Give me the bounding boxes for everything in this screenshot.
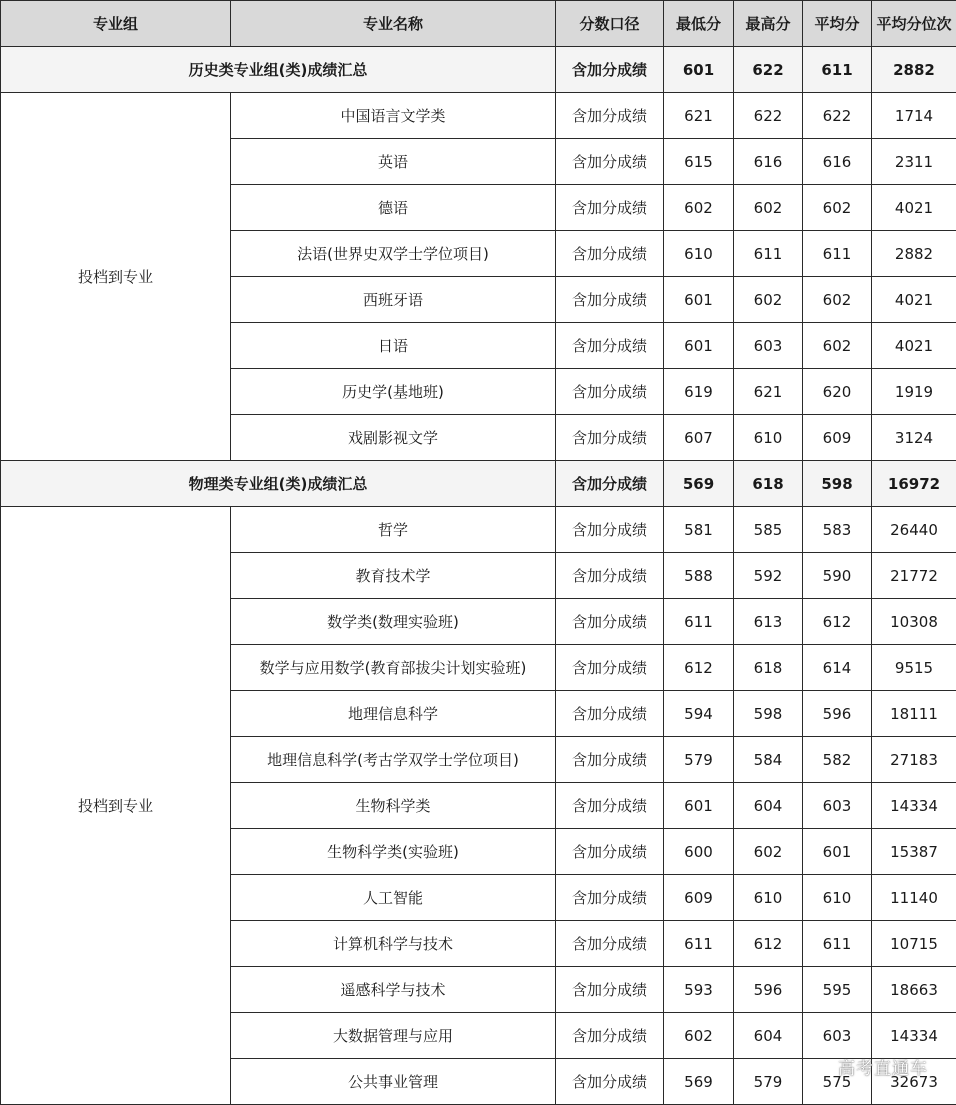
major-name-cell: 哲学 bbox=[231, 507, 556, 553]
physics-group-cell: 投档到专业 bbox=[1, 507, 231, 1105]
history-summary-max: 622 bbox=[734, 47, 803, 93]
min-cell: 611 bbox=[664, 921, 734, 967]
max-cell: 613 bbox=[734, 599, 803, 645]
major-name-cell: 计算机科学与技术 bbox=[231, 921, 556, 967]
rank-cell: 26440 bbox=[872, 507, 956, 553]
min-cell: 615 bbox=[664, 139, 734, 185]
avg-cell: 582 bbox=[803, 737, 872, 783]
avg-cell: 614 bbox=[803, 645, 872, 691]
min-cell: 601 bbox=[664, 323, 734, 369]
max-cell: 584 bbox=[734, 737, 803, 783]
min-cell: 612 bbox=[664, 645, 734, 691]
physics-summary-min: 569 bbox=[664, 461, 734, 507]
avg-cell: 610 bbox=[803, 875, 872, 921]
rank-cell: 14334 bbox=[872, 783, 956, 829]
rank-cell: 11140 bbox=[872, 875, 956, 921]
basis-cell: 含加分成绩 bbox=[556, 93, 664, 139]
max-cell: 610 bbox=[734, 415, 803, 461]
avg-cell: 603 bbox=[803, 1013, 872, 1059]
basis-cell: 含加分成绩 bbox=[556, 875, 664, 921]
major-name-cell: 戏剧影视文学 bbox=[231, 415, 556, 461]
min-cell: 601 bbox=[664, 783, 734, 829]
major-name-cell: 大数据管理与应用 bbox=[231, 1013, 556, 1059]
rank-cell: 4021 bbox=[872, 185, 956, 231]
history-summary-basis: 含加分成绩 bbox=[556, 47, 664, 93]
physics-summary-row bbox=[1, 461, 956, 507]
avg-cell: 622 bbox=[803, 93, 872, 139]
max-cell: 621 bbox=[734, 369, 803, 415]
rank-cell: 18663 bbox=[872, 967, 956, 1013]
min-cell: 581 bbox=[664, 507, 734, 553]
min-cell: 588 bbox=[664, 553, 734, 599]
avg-cell: 603 bbox=[803, 783, 872, 829]
header-avg: 平均分 bbox=[803, 1, 872, 47]
max-cell: 585 bbox=[734, 507, 803, 553]
physics-summary-basis: 含加分成绩 bbox=[556, 461, 664, 507]
avg-cell: 590 bbox=[803, 553, 872, 599]
basis-cell: 含加分成绩 bbox=[556, 691, 664, 737]
min-cell: 610 bbox=[664, 231, 734, 277]
header-basis: 分数口径 bbox=[556, 1, 664, 47]
basis-cell: 含加分成绩 bbox=[556, 415, 664, 461]
basis-cell: 含加分成绩 bbox=[556, 185, 664, 231]
max-cell: 602 bbox=[734, 185, 803, 231]
avg-cell: 612 bbox=[803, 599, 872, 645]
rank-cell: 2311 bbox=[872, 139, 956, 185]
avg-cell: 616 bbox=[803, 139, 872, 185]
basis-cell: 含加分成绩 bbox=[556, 1013, 664, 1059]
history-summary-row bbox=[1, 47, 956, 93]
basis-cell: 含加分成绩 bbox=[556, 139, 664, 185]
basis-cell: 含加分成绩 bbox=[556, 737, 664, 783]
history-summary-min: 601 bbox=[664, 47, 734, 93]
min-cell: 621 bbox=[664, 93, 734, 139]
basis-cell: 含加分成绩 bbox=[556, 231, 664, 277]
avg-cell: 595 bbox=[803, 967, 872, 1013]
avg-cell: 596 bbox=[803, 691, 872, 737]
rank-cell: 3124 bbox=[872, 415, 956, 461]
rank-cell: 4021 bbox=[872, 277, 956, 323]
watermark-text: 高考直通车 bbox=[838, 1059, 928, 1079]
min-cell: 593 bbox=[664, 967, 734, 1013]
header-major: 专业名称 bbox=[231, 1, 556, 47]
rank-cell: 1919 bbox=[872, 369, 956, 415]
history-summary-rank: 2882 bbox=[872, 47, 956, 93]
physics-summary-rank: 16972 bbox=[872, 461, 956, 507]
max-cell: 592 bbox=[734, 553, 803, 599]
min-cell: 609 bbox=[664, 875, 734, 921]
header-rank: 平均分位次 bbox=[872, 1, 956, 47]
basis-cell: 含加分成绩 bbox=[556, 645, 664, 691]
max-cell: 616 bbox=[734, 139, 803, 185]
table-body bbox=[1, 47, 956, 1105]
max-cell: 604 bbox=[734, 1013, 803, 1059]
table-row bbox=[1, 93, 956, 139]
major-name-cell: 公共事业管理 bbox=[231, 1059, 556, 1105]
min-cell: 601 bbox=[664, 277, 734, 323]
header-row bbox=[1, 1, 956, 47]
major-name-cell: 人工智能 bbox=[231, 875, 556, 921]
major-name-cell: 西班牙语 bbox=[231, 277, 556, 323]
max-cell: 622 bbox=[734, 93, 803, 139]
min-cell: 611 bbox=[664, 599, 734, 645]
basis-cell: 含加分成绩 bbox=[556, 967, 664, 1013]
avg-cell: 620 bbox=[803, 369, 872, 415]
min-cell: 594 bbox=[664, 691, 734, 737]
avg-cell: 611 bbox=[803, 921, 872, 967]
max-cell: 598 bbox=[734, 691, 803, 737]
min-cell: 569 bbox=[664, 1059, 734, 1105]
max-cell: 603 bbox=[734, 323, 803, 369]
basis-cell: 含加分成绩 bbox=[556, 783, 664, 829]
basis-cell: 含加分成绩 bbox=[556, 277, 664, 323]
history-summary-avg: 611 bbox=[803, 47, 872, 93]
major-name-cell: 中国语言文学类 bbox=[231, 93, 556, 139]
min-cell: 602 bbox=[664, 1013, 734, 1059]
table-row bbox=[1, 507, 956, 553]
history-group-cell: 投档到专业 bbox=[1, 93, 231, 461]
max-cell: 610 bbox=[734, 875, 803, 921]
major-name-cell: 教育技术学 bbox=[231, 553, 556, 599]
max-cell: 602 bbox=[734, 829, 803, 875]
avg-cell: 611 bbox=[803, 231, 872, 277]
avg-cell: 575 bbox=[803, 1059, 872, 1105]
basis-cell: 含加分成绩 bbox=[556, 1059, 664, 1105]
physics-summary-avg: 598 bbox=[803, 461, 872, 507]
avg-cell: 602 bbox=[803, 185, 872, 231]
max-cell: 579 bbox=[734, 1059, 803, 1105]
avg-cell: 583 bbox=[803, 507, 872, 553]
history-summary-label: 历史类专业组(类)成绩汇总 bbox=[1, 47, 556, 93]
rank-cell: 18111 bbox=[872, 691, 956, 737]
basis-cell: 含加分成绩 bbox=[556, 507, 664, 553]
min-cell: 602 bbox=[664, 185, 734, 231]
min-cell: 579 bbox=[664, 737, 734, 783]
max-cell: 602 bbox=[734, 277, 803, 323]
physics-summary-max: 618 bbox=[734, 461, 803, 507]
rank-cell: 9515 bbox=[872, 645, 956, 691]
major-name-cell: 英语 bbox=[231, 139, 556, 185]
avg-cell: 609 bbox=[803, 415, 872, 461]
basis-cell: 含加分成绩 bbox=[556, 921, 664, 967]
major-name-cell: 数学类(数理实验班) bbox=[231, 599, 556, 645]
physics-summary-label: 物理类专业组(类)成绩汇总 bbox=[1, 461, 556, 507]
avg-cell: 602 bbox=[803, 277, 872, 323]
rank-cell: 14334 bbox=[872, 1013, 956, 1059]
basis-cell: 含加分成绩 bbox=[556, 369, 664, 415]
major-name-cell: 遥感科学与技术 bbox=[231, 967, 556, 1013]
rank-cell: 27183 bbox=[872, 737, 956, 783]
rank-cell: 10715 bbox=[872, 921, 956, 967]
basis-cell: 含加分成绩 bbox=[556, 323, 664, 369]
header-group: 专业组 bbox=[1, 1, 231, 47]
max-cell: 596 bbox=[734, 967, 803, 1013]
major-name-cell: 生物科学类 bbox=[231, 783, 556, 829]
rank-cell: 15387 bbox=[872, 829, 956, 875]
max-cell: 618 bbox=[734, 645, 803, 691]
basis-cell: 含加分成绩 bbox=[556, 599, 664, 645]
min-cell: 619 bbox=[664, 369, 734, 415]
major-name-cell: 生物科学类(实验班) bbox=[231, 829, 556, 875]
major-name-cell: 法语(世界史双学士学位项目) bbox=[231, 231, 556, 277]
basis-cell: 含加分成绩 bbox=[556, 553, 664, 599]
basis-cell: 含加分成绩 bbox=[556, 829, 664, 875]
header-min: 最低分 bbox=[664, 1, 734, 47]
min-cell: 600 bbox=[664, 829, 734, 875]
avg-cell: 601 bbox=[803, 829, 872, 875]
avg-cell: 602 bbox=[803, 323, 872, 369]
major-name-cell: 地理信息科学 bbox=[231, 691, 556, 737]
rank-cell: 10308 bbox=[872, 599, 956, 645]
rank-cell: 2882 bbox=[872, 231, 956, 277]
rank-cell: 1714 bbox=[872, 93, 956, 139]
header-max: 最高分 bbox=[734, 1, 803, 47]
rank-cell: 21772 bbox=[872, 553, 956, 599]
major-name-cell: 地理信息科学(考古学双学士学位项目) bbox=[231, 737, 556, 783]
max-cell: 612 bbox=[734, 921, 803, 967]
major-name-cell: 数学与应用数学(教育部拔尖计划实验班) bbox=[231, 645, 556, 691]
major-name-cell: 德语 bbox=[231, 185, 556, 231]
max-cell: 611 bbox=[734, 231, 803, 277]
rank-cell: 4021 bbox=[872, 323, 956, 369]
min-cell: 607 bbox=[664, 415, 734, 461]
max-cell: 604 bbox=[734, 783, 803, 829]
rank-cell: 32673 bbox=[872, 1059, 956, 1105]
major-name-cell: 日语 bbox=[231, 323, 556, 369]
major-name-cell: 历史学(基地班) bbox=[231, 369, 556, 415]
